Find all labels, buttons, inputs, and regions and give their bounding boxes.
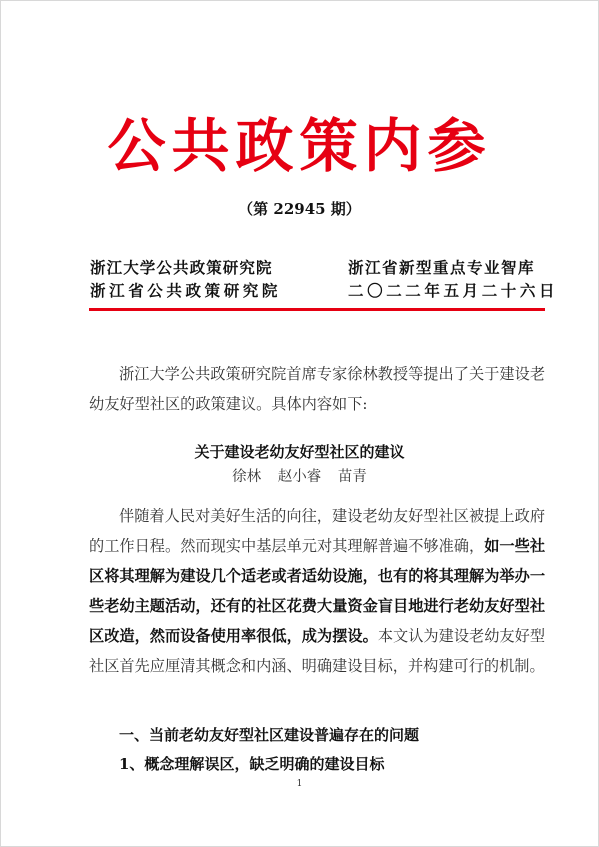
publish-date: 二〇二二年五月二十六日 [348, 281, 559, 300]
header-divider [89, 308, 545, 311]
article-authors: 徐林 赵小睿 苗青 [232, 469, 367, 485]
paragraph-text: 伴随着人民对美好生活的向往，建设老幼友好型社区被提上政府的工作日程。然而现实中基层单元对其理解普遍不够准确， [89, 507, 545, 555]
paragraph-text-end: 本文认为建设老幼友好型社区首先应厘清其概念和内涵、明确建设目标，并构建可行的机制。 [89, 627, 546, 675]
subsection-heading: 1、概念理解误区，缺乏明确的建设目标 [119, 755, 385, 773]
think-tank-label: 浙江省新型重点专业智库 [348, 258, 536, 277]
masthead-title: 公共政策内参 [107, 112, 492, 180]
body-paragraph [89, 501, 545, 681]
intro-paragraph: 浙江大学公共政策研究院首席专家徐林教授等提出了关于建设老幼友好型社区的政策建议。具体内容如下: [89, 365, 545, 413]
org-name-zju: 浙江大学公共政策研究院 [90, 258, 273, 277]
section-heading: 一、当前老幼友好型社区建设普遍存在的问题 [119, 726, 420, 744]
org-name-zj: 浙江省公共政策研究院 [90, 281, 282, 300]
paragraph-bold-text: 如一些社区将其理解为建设几个适老或者适幼设施，也有的将其理解为举办一些老幼主题活动，还有的社区花费大量资金盲目地进行老幼友好型社区改造，然而设备使用率很低，成为摆设。 [89, 537, 546, 645]
issue-number: （第 22945 期） [238, 200, 361, 218]
page-number: 1 [296, 779, 303, 789]
article-title: 关于建设老幼友好型社区的建议 [194, 443, 405, 461]
